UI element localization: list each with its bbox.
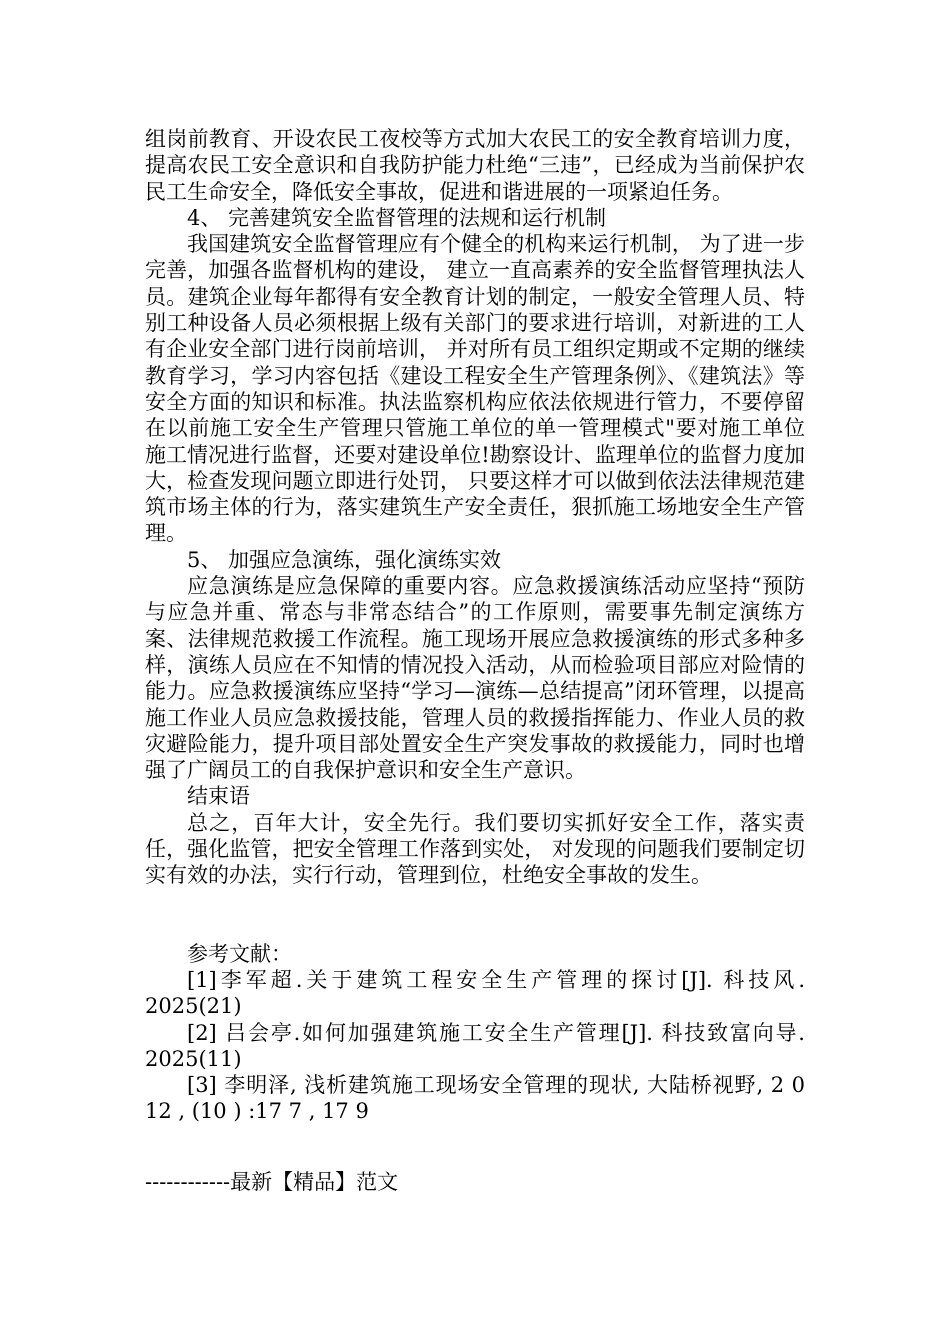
section-heading-4: 4、 完善建筑安全监督管理的法规和运行机制	[187, 205, 607, 230]
paragraph-conclusion: 总之，百年大计，安全先行。我们要切实抓好安全工作，落实责任，强化监管，把安全管理工作落到实处， 对发现的问题我们要制定切实有效的办法，实行行动，管理到位，杜绝安全事故的发生。	[145, 810, 805, 888]
conclusion-heading: 结束语	[187, 784, 250, 809]
section-heading-5: 5、 加强应急演练，强化演练实效	[187, 547, 502, 572]
references-heading: 参考文献：	[187, 941, 292, 966]
document-body	[145, 126, 805, 1125]
reference-item: [2] 吕会亭.如何加强建筑施工安全生产管理[J]. 科技致富向导. 2025(11)	[145, 1020, 805, 1071]
spacer	[145, 889, 805, 941]
reference-item: [1]李军超.关于建筑工程安全生产管理的探讨[J]. 科技风. 2025(21)	[145, 967, 805, 1019]
paragraph-continuation: 组岗前教育、开设农民工夜校等方式加大农民工的安全教育培训力度，提高农民工安全意识和自我防护能力杜绝“三违”，已经成为当前保护农民工生命安全，降低安全事故，促进和谐进展的一项紧迫任务。	[145, 127, 805, 204]
paragraph-section-4: 我国建筑安全监督管理应有个健全的机构来运行机制， 为了进一步完善，加强各监督机构的建设， 建立一直高素养的安全监督管理执法人员。建筑企业每年都得有安全教育计划的制定，一般安全管理人员、特别工种设备人员必须根据上级有关部门的要求进行培训，对新进的工人有企业安全部门进行岗前培训， 并对所有员工组织定期或不定期的继续教育学习，学习内容包括《建设工程安全生产管理条例》、《建筑法》等安全方面的知识和标准。执法监察机构应依法依规进行管力，不要停留在以前施工安全生产管理只管施工单位的单一管理模式"要对施工单位施工情况进行监督，还要对建设单位!勘察设计、监理单位的监督力度加大，检查发现问题立即进行处罚， 只要这样才可以做到依法法律规范建筑市场主体的行为，落实建筑生产安全责任，狠抓施工场地安全生产管理。	[145, 232, 805, 546]
paragraph-section-5: 应急演练是应急保障的重要内容。应急救援演练活动应坚持“预防与应急并重、常态与非常态结合”的工作原则，需要事先制定演练方案、法律规范救援工作流程。施工现场开展应急救援演练的形式多种多样，演练人员应在不知情的情况投入活动，从而检验项目部应对险情的能力。应急救援演练应坚持“学习—演练—总结提高”闭环管理，以提高施工作业人员应急救援技能，管理人员的救援指挥能力、作业人员的救灾避险能力，提升项目部处置安全生产突发事故的救援能力，同时也增强了广阔员工的自我保护意识和安全生产意识。	[145, 574, 805, 783]
reference-item: [3] 李明泽, 浅析建筑施工现场安全管理的现状, 大陆桥视野, 2 0 12 , (10 ) :17 7 , 17 9	[145, 1073, 805, 1124]
footer-text: ------------最新【精品】范文	[145, 1170, 399, 1194]
references-section	[145, 941, 805, 1125]
